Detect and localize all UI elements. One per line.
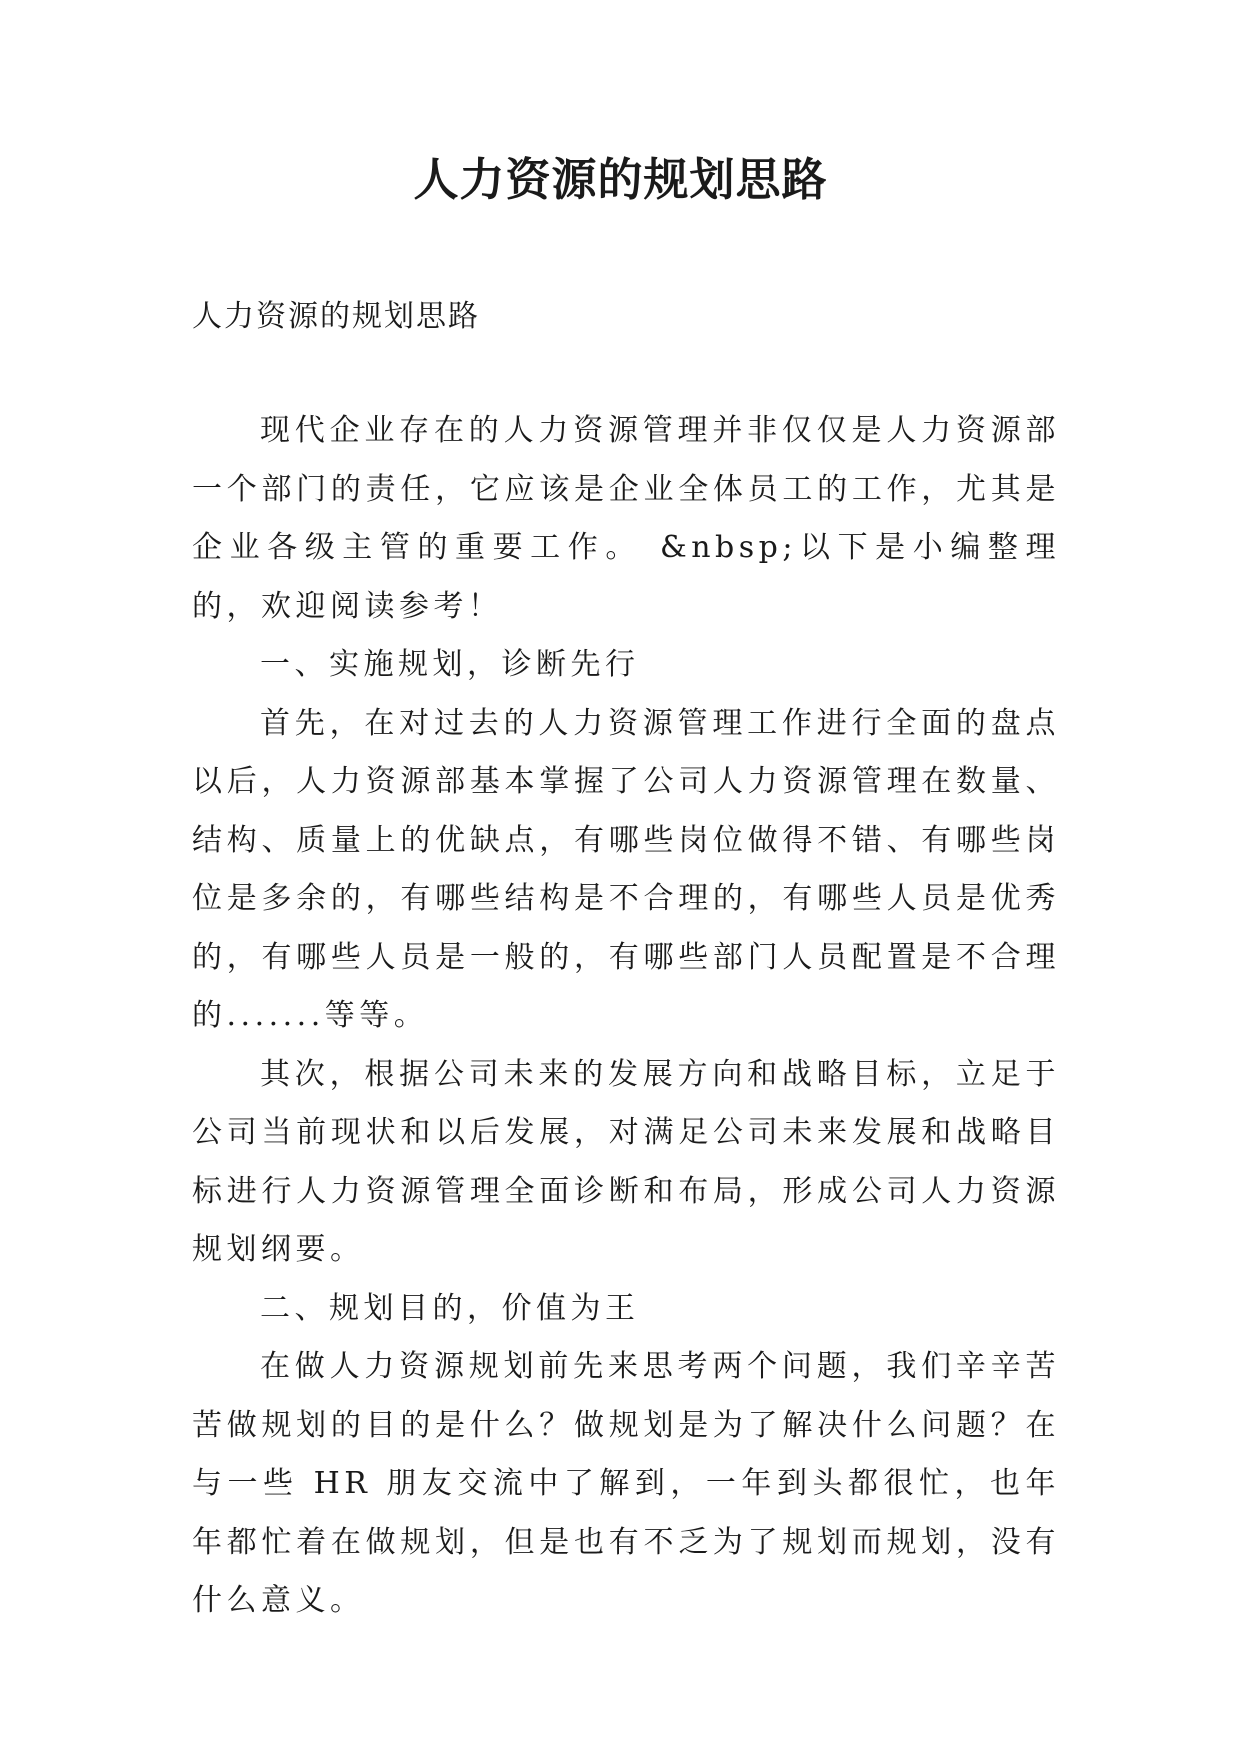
- section-heading-1: 一、实施规划，诊断先行: [260, 647, 640, 682]
- document-title: 人力资源的规划思路: [413, 153, 828, 206]
- body-paragraph: 首先，在对过去的人力资源管理工作进行全面的盘点以后，人力资源部基本掌握了公司人力资源管理在数量、结构、质量上的优缺点，有哪些岗位做得不错、有哪些岗位是多余的，有哪些结构是不合理的，有哪些人员是优秀的，有哪些人员是一般的，有哪些部门人员配置是不合理的.......等等。: [192, 705, 1060, 1033]
- document-body: [192, 402, 1060, 1631]
- intro-paragraph: 现代企业存在的人力资源管理并非仅仅是人力资源部一个部门的责任，它应该是企业全体员工的工作，尤其是企业各级主管的重要工作。 &nbsp;以下是小编整理的，欢迎阅读参考！: [192, 413, 1060, 624]
- document-subtitle: 人力资源的规划思路: [192, 299, 480, 334]
- body-paragraph: 在做人力资源规划前先来思考两个问题，我们辛辛苦苦做规划的目的是什么？做规划是为了解决什么问题？在与一些 HR 朋友交流中了解到，一年到头都很忙，也年年都忙着在做规划，但是也有不乏为了规划而规划，没有什么意义。: [192, 1349, 1060, 1618]
- body-paragraph: 其次，根据公司未来的发展方向和战略目标，立足于公司当前现状和以后发展，对满足公司未来发展和战略目标进行人力资源管理全面诊断和布局，形成公司人力资源规划纲要。: [192, 1056, 1060, 1267]
- section-heading-2: 二、规划目的，价值为王: [260, 1290, 640, 1326]
